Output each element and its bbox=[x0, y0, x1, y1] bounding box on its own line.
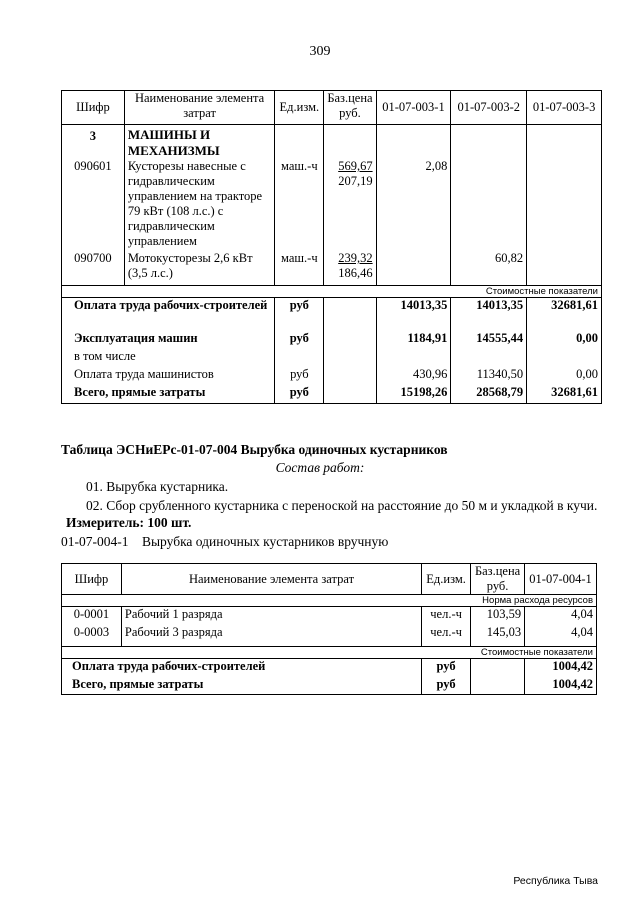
cost-row-value-3: 0,00 bbox=[527, 331, 602, 349]
row-name: Рабочий 3 разряда bbox=[121, 625, 421, 647]
cost-row-value-1: 1184,91 bbox=[376, 331, 451, 349]
cost-label-row bbox=[62, 285, 602, 297]
resource-table-004 bbox=[61, 563, 597, 695]
row-name: Кусторезы навесные с гидравлическим управлением на тракторе 79 кВт (108 л.с.) с гидравлическим управлением bbox=[124, 159, 275, 251]
header-price: Баз.цена руб. bbox=[471, 564, 525, 595]
row-price-bottom: 207,19 bbox=[338, 174, 373, 188]
cost-row-value-2: 11340,50 bbox=[451, 367, 527, 385]
header-unit: Ед.изм. bbox=[275, 91, 324, 125]
cost-row-value-2: 28568,79 bbox=[451, 385, 527, 403]
row-name: Рабочий 1 разряда bbox=[121, 607, 421, 625]
cost-row-name: Оплата труда машинистов bbox=[62, 367, 275, 385]
row-value-1: 4,04 bbox=[525, 625, 597, 647]
row-price: 103,59 bbox=[471, 607, 525, 625]
cost-row-name: Оплата труда рабочих-строителей bbox=[62, 659, 422, 677]
header-code: Шифр bbox=[62, 91, 125, 125]
header-col-3: 01-07-003-3 bbox=[527, 91, 602, 125]
table-header-row bbox=[62, 91, 602, 125]
section-number: 3 bbox=[62, 125, 125, 160]
norm-label: Норма расхода ресурсов bbox=[62, 595, 597, 607]
cost-row-value-1: 430,96 bbox=[376, 367, 451, 385]
cost-label-row bbox=[62, 647, 597, 659]
cost-row bbox=[62, 677, 597, 695]
cost-label: Стоимостные показатели bbox=[62, 285, 602, 297]
table-title: Таблица ЭСНиЕРс-01-07-004 Вырубка одиночных кустарников bbox=[61, 442, 448, 457]
table-header-row bbox=[62, 564, 597, 595]
row-price-top: 569,67 bbox=[338, 159, 373, 173]
table-row bbox=[62, 607, 597, 625]
work-item: 02. Сбор срубленного кустарника с переноской на расстояние до 50 м и укладкой в кучи. bbox=[86, 498, 598, 513]
header-name: Наименование элемента затрат bbox=[124, 91, 275, 125]
header-col-1: 01-07-004-1 bbox=[525, 564, 597, 595]
row-value-1: 4,04 bbox=[525, 607, 597, 625]
cost-row-unit: руб bbox=[275, 367, 324, 385]
cost-row-name: Эксплуатация машин bbox=[62, 331, 275, 349]
cost-row bbox=[62, 659, 597, 677]
header-code: Шифр bbox=[62, 564, 122, 595]
row-value-2: 60,82 bbox=[451, 251, 527, 285]
cost-row-name: Оплата труда рабочих-строителей bbox=[62, 297, 275, 331]
header-col-1: 01-07-003-1 bbox=[376, 91, 451, 125]
table-row bbox=[62, 625, 597, 647]
cost-row-value-2: 14555,44 bbox=[451, 331, 527, 349]
section-row bbox=[62, 125, 602, 160]
subtitle: 01-07-004-1 Вырубка одиночных кустарников вручную bbox=[61, 534, 389, 549]
cost-row bbox=[62, 297, 602, 331]
row-price-bottom: 186,46 bbox=[338, 266, 373, 280]
cost-row-name: Всего, прямые затраты bbox=[62, 385, 275, 403]
section-title: МАШИНЫ И МЕХАНИЗМЫ bbox=[124, 125, 275, 160]
cost-row bbox=[62, 331, 602, 349]
table-row bbox=[62, 159, 602, 251]
header-name: Наименование элемента затрат bbox=[121, 564, 421, 595]
cost-row-value-1: 1004,42 bbox=[525, 677, 597, 695]
cost-row-value-1: 1004,42 bbox=[525, 659, 597, 677]
row-price: 145,03 bbox=[471, 625, 525, 647]
cost-row-value-3: 32681,61 bbox=[527, 385, 602, 403]
row-unit: чел.-ч bbox=[422, 625, 471, 647]
cost-row-value-3: 32681,61 bbox=[527, 297, 602, 331]
cost-row-name: в том числе bbox=[62, 349, 275, 367]
cost-row-unit: руб bbox=[275, 331, 324, 349]
cost-row bbox=[62, 385, 602, 403]
resource-table-003 bbox=[61, 90, 602, 404]
row-value-3 bbox=[527, 159, 602, 251]
cost-row bbox=[62, 367, 602, 385]
cost-row bbox=[62, 349, 602, 367]
measure: Измеритель: 100 шт. bbox=[66, 515, 192, 530]
cost-row-name: Всего, прямые затраты bbox=[62, 677, 422, 695]
header-price: Баз.цена руб. bbox=[324, 91, 376, 125]
row-value-2 bbox=[451, 159, 527, 251]
cost-row-value-1: 15198,26 bbox=[376, 385, 451, 403]
row-unit: маш.-ч bbox=[275, 251, 324, 285]
cost-row-unit: руб bbox=[275, 385, 324, 403]
cost-row-value-2: 14013,35 bbox=[451, 297, 527, 331]
composition-title: Состав работ: bbox=[275, 460, 365, 475]
row-code: 0-0003 bbox=[62, 625, 122, 647]
footer-region: Республика Тыва bbox=[513, 875, 598, 887]
cost-row-value-1: 14013,35 bbox=[376, 297, 451, 331]
row-unit: маш.-ч bbox=[275, 159, 324, 251]
row-name: Мотокусторезы 2,6 кВт (3,5 л.с.) bbox=[124, 251, 275, 285]
row-code: 0-0001 bbox=[62, 607, 122, 625]
row-price-top: 239,32 bbox=[338, 251, 373, 265]
row-value-1 bbox=[376, 251, 451, 285]
cost-label: Стоимостные показатели bbox=[62, 647, 597, 659]
row-code: 090601 bbox=[62, 159, 125, 251]
row-unit: чел.-ч bbox=[422, 607, 471, 625]
cost-row-unit: руб bbox=[422, 659, 471, 677]
row-value-1: 2,08 bbox=[376, 159, 451, 251]
cost-row-unit: руб bbox=[422, 677, 471, 695]
norm-label-row bbox=[62, 595, 597, 607]
table-row bbox=[62, 251, 602, 285]
row-value-3 bbox=[527, 251, 602, 285]
row-code: 090700 bbox=[62, 251, 125, 285]
page-number: 309 bbox=[309, 44, 331, 59]
cost-row-value-3: 0,00 bbox=[527, 367, 602, 385]
work-item: 01. Вырубка кустарника. bbox=[86, 479, 229, 494]
header-col-2: 01-07-003-2 bbox=[451, 91, 527, 125]
cost-row-unit: руб bbox=[275, 297, 324, 331]
header-unit: Ед.изм. bbox=[422, 564, 471, 595]
